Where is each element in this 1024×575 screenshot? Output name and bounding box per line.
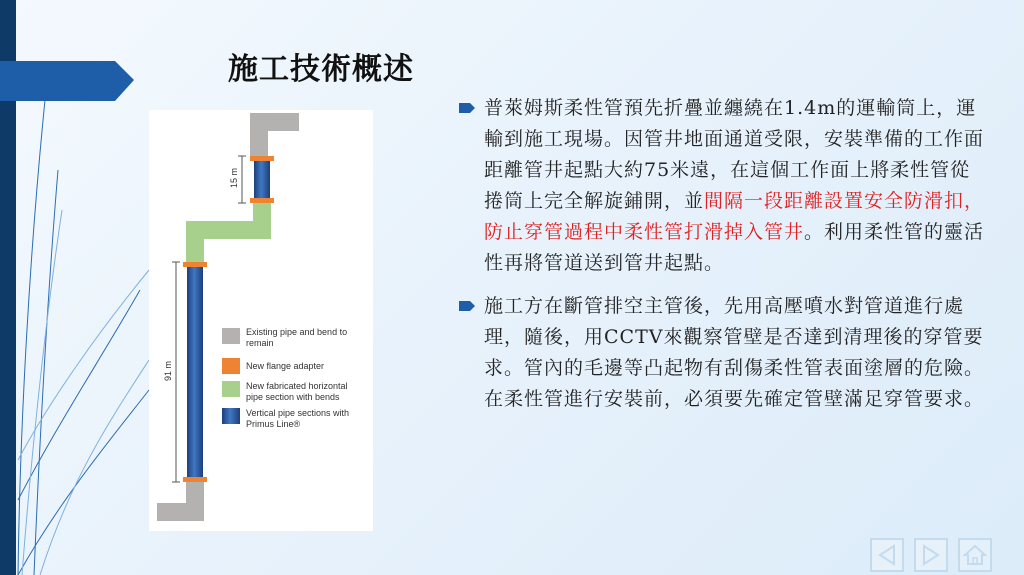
bullet-highlight-text: 間隔一段距離設置安全防滑扣，防止穿管過程中柔性管打滑掉入管井: [484, 190, 985, 243]
legend-swatch-existing: [222, 328, 240, 344]
bullet-arrow-icon: [458, 297, 476, 315]
bullet-text: 普萊姆斯柔性管預先折疊並纏繞在1.4m的運輸筒上，運輸到施工現場。因管井地面通道受限，安裝準備的工作面距離管井起點大約75米遠，在這個工作面上將柔性管從捲筒上完全解旋鋪開，並: [484, 97, 985, 212]
legend-label-horizontal: New fabricated horizontal pipe section with bends: [246, 381, 348, 402]
bullet-list: [458, 93, 988, 427]
home-button[interactable]: [958, 538, 992, 572]
legend-swatch-flange: [222, 358, 240, 374]
bullet-text: 施工方在斷管排空主管後，先用高壓噴水對管道進行處理，隨後，用CCTV來觀察管壁是否達到清理後的穿管要求。管內的毛邊等凸起物有刮傷柔性管表面塗層的危險。在柔性管進行安裝前，必須要先確定管壁滿足穿管要求。: [484, 295, 985, 410]
vertical-pipe-lower: [187, 264, 203, 480]
next-slide-button[interactable]: [914, 538, 948, 572]
pipe-diagram: [149, 110, 373, 531]
dimension-label-lower: 91 m: [163, 360, 174, 382]
legend-label-vertical: Vertical pipe sections with Primus Line®: [246, 408, 350, 429]
vertical-pipe-upper: [254, 158, 270, 204]
bullet-arrow-icon: [458, 99, 476, 117]
next-arrow-icon: [916, 540, 946, 570]
slide-title: 施工技術概述: [228, 52, 414, 87]
previous-arrow-icon: [872, 540, 902, 570]
dimension-label-upper: 15 m: [229, 167, 240, 189]
home-icon: [960, 540, 990, 570]
legend-label-flange: New flange adapter: [246, 361, 325, 371]
bullet-text-end: 。利用柔性管的靈活性再將管道送到管井起點。: [484, 221, 985, 274]
bullet-item: [458, 291, 988, 415]
bullet-item: [458, 93, 988, 279]
legend-swatch-vertical: [222, 408, 240, 424]
legend-swatch-horizontal: [222, 381, 240, 397]
legend-label-existing: Existing pipe and bend to remain: [246, 327, 348, 348]
previous-slide-button[interactable]: [870, 538, 904, 572]
pipe-diagram-graphic: [149, 110, 373, 531]
